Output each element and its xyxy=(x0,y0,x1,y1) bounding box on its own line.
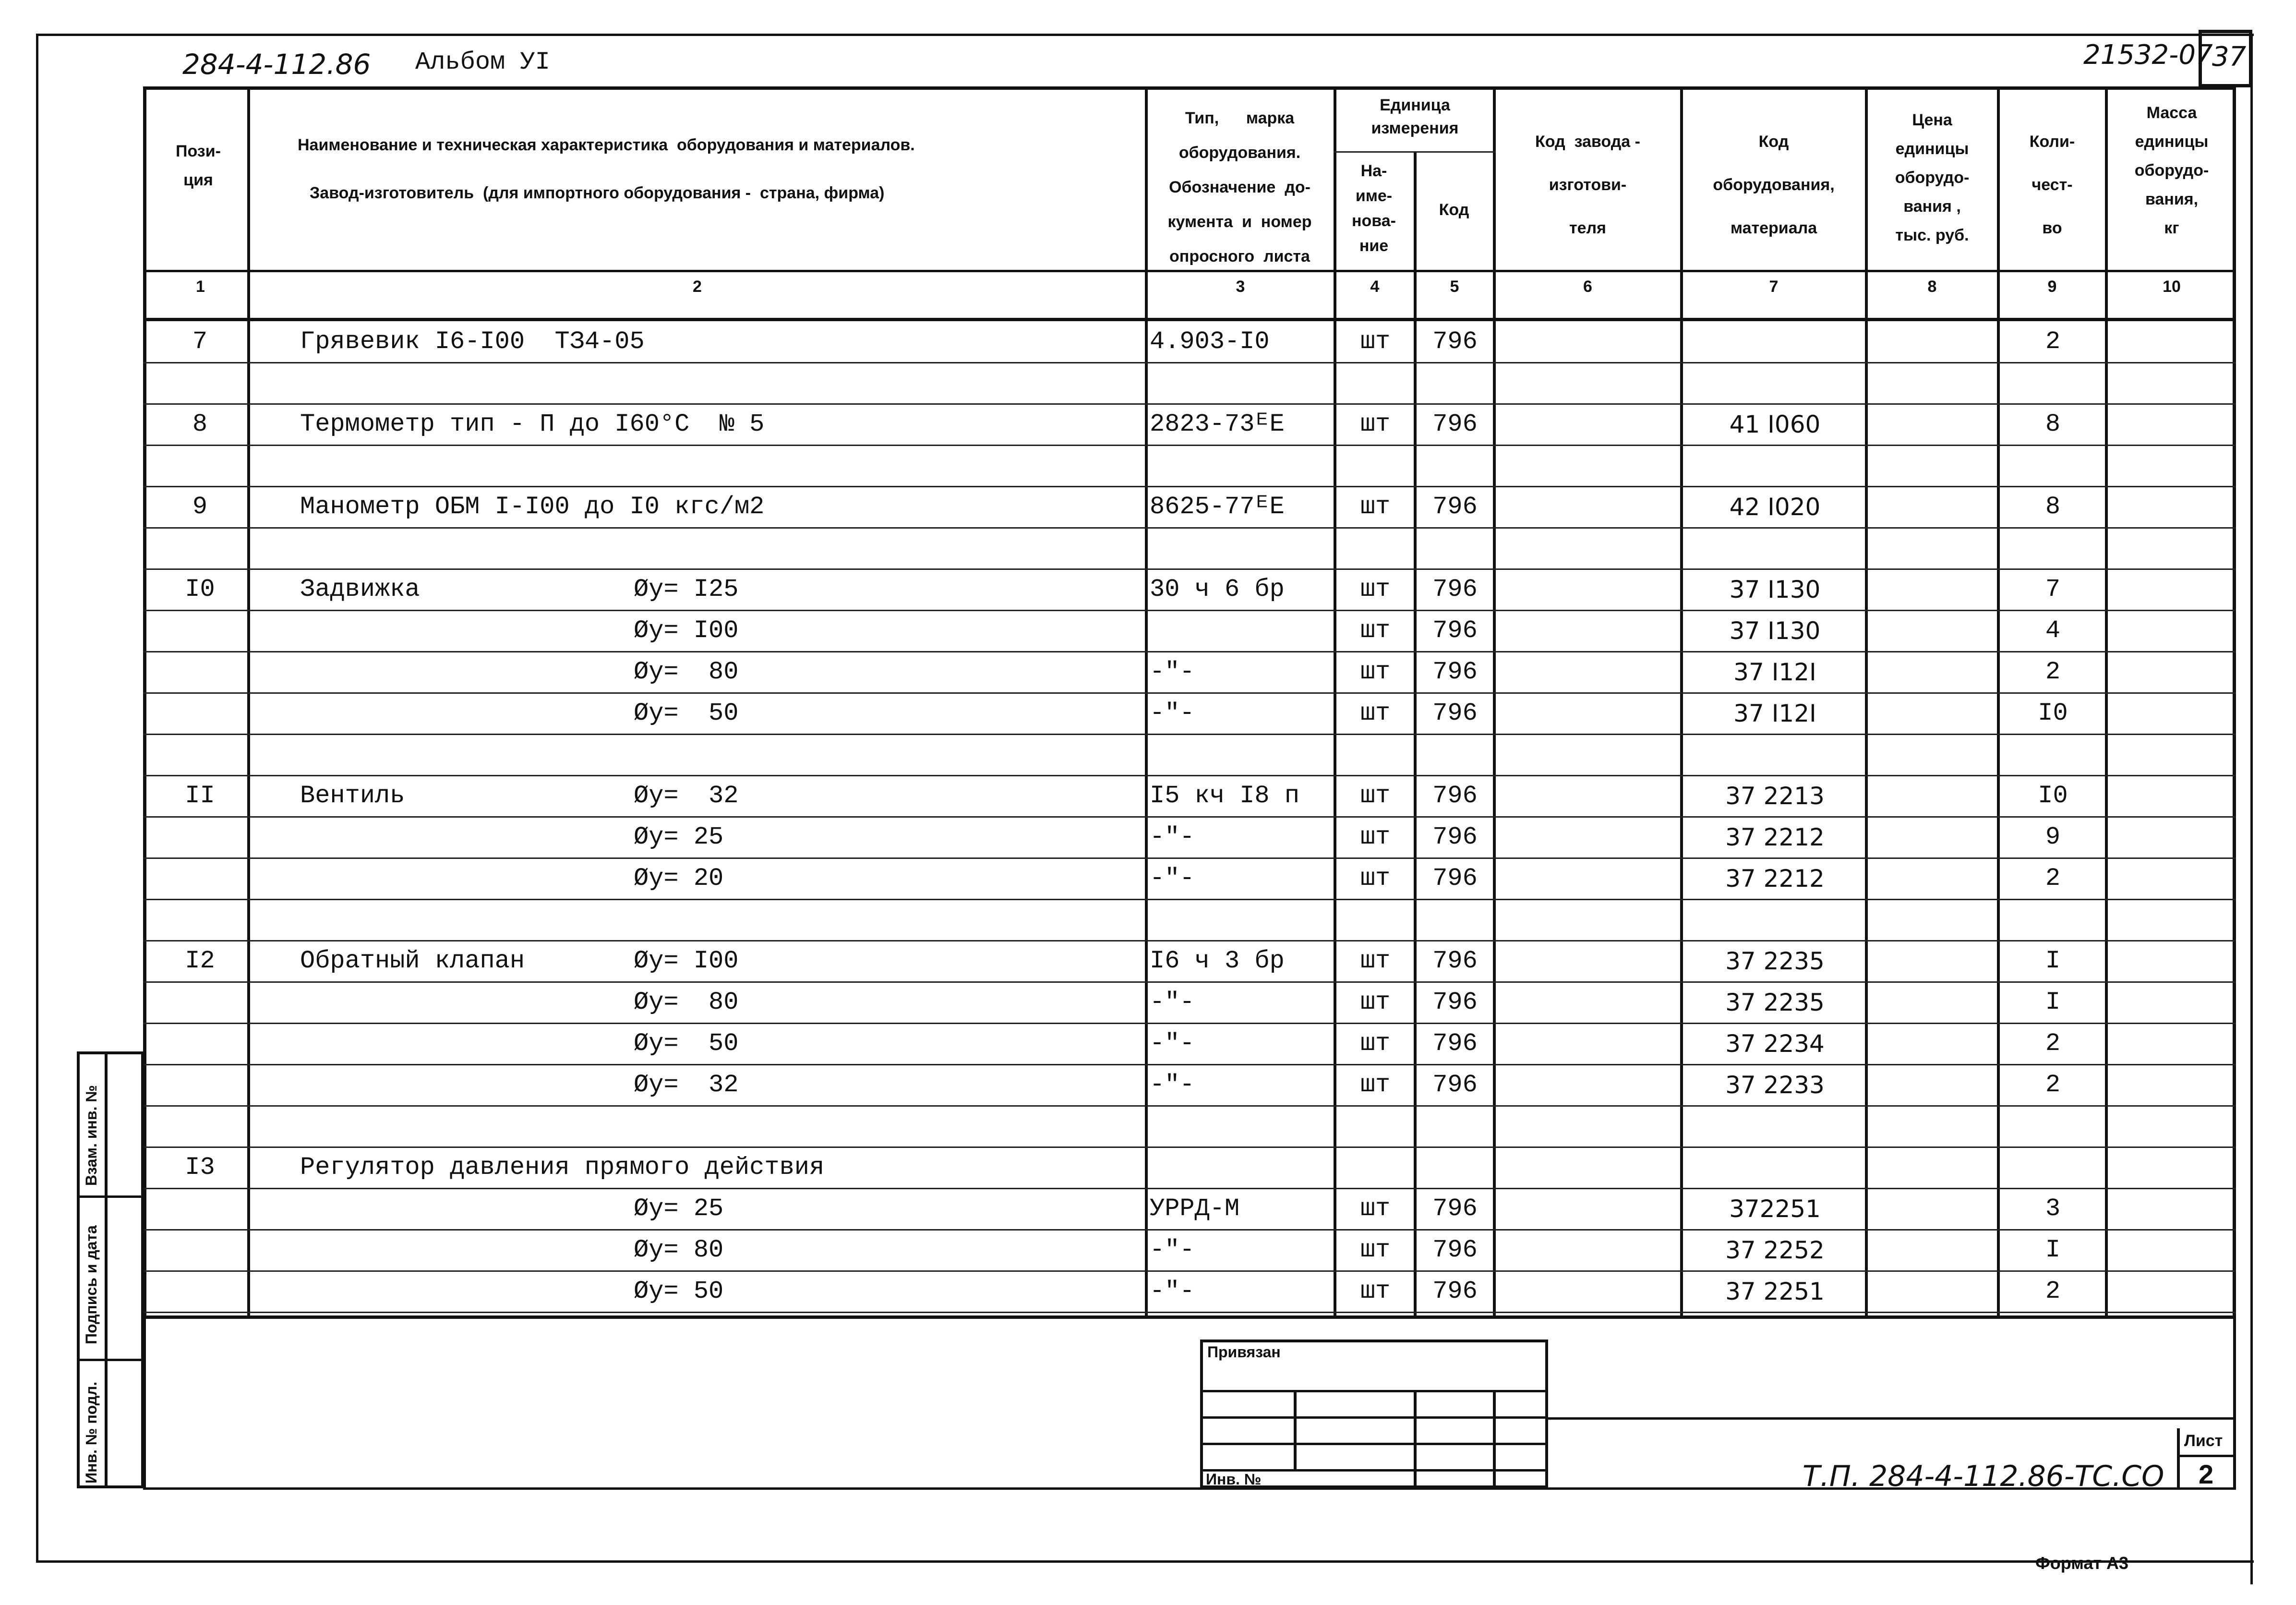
row-line xyxy=(143,692,2236,694)
row-quantity: 8 xyxy=(2045,493,2061,521)
binding-col xyxy=(1493,1390,1496,1488)
row-unit-code: 796 xyxy=(1432,864,1478,893)
row-quantity: 8 xyxy=(2045,410,2061,438)
header-type: Тип, марка оборудования. Обозначение до- кумента и номер опросного листа xyxy=(1167,109,1312,265)
row-line xyxy=(143,1105,2236,1107)
binding-label: Привязан xyxy=(1207,1343,1281,1361)
row-name: Задвижка xyxy=(300,575,420,603)
row-material-code: 37 I130 xyxy=(1729,576,1821,603)
row-material-code: 37 2212 xyxy=(1725,823,1825,851)
row-line xyxy=(143,362,2236,363)
row-quantity: I xyxy=(2045,947,2061,975)
row-quantity: I xyxy=(2045,988,2061,1016)
header-factory-code: Код завода - изготови- теля xyxy=(1535,133,1640,237)
row-nominal-diameter: Øy= 80 xyxy=(634,1236,724,1264)
row-unit-code: 796 xyxy=(1432,575,1478,603)
column-number: 6 xyxy=(1583,278,1592,296)
header-name-line2: Завод-изготовитель (для импортного оборудования - страна, фирма) xyxy=(310,184,885,202)
row-type: УРРД-М xyxy=(1150,1195,1240,1223)
row-nominal-diameter: Øy= 50 xyxy=(634,699,739,727)
row-unit: шт xyxy=(1360,782,1391,810)
row-line xyxy=(143,1312,2236,1313)
row-material-code: 37 2233 xyxy=(1725,1071,1825,1099)
row-material-code: 37 2212 xyxy=(1725,865,1825,893)
row-unit-code: 796 xyxy=(1432,658,1478,686)
row-unit: шт xyxy=(1360,575,1391,603)
row-unit-code: 796 xyxy=(1432,1195,1478,1223)
row-unit: шт xyxy=(1360,410,1391,438)
title-block-top xyxy=(1548,1417,2235,1420)
row-unit: шт xyxy=(1360,1277,1391,1305)
row-unit: шт xyxy=(1360,1029,1391,1058)
sheet-label: Лист xyxy=(2184,1432,2223,1450)
row-quantity: 2 xyxy=(2045,1277,2061,1305)
row-unit-code: 796 xyxy=(1432,947,1478,975)
row-unit-code: 796 xyxy=(1432,1236,1478,1264)
sheet-left-line xyxy=(143,1315,146,1488)
row-unit: шт xyxy=(1360,1236,1391,1264)
row-line xyxy=(143,981,2236,983)
row-line xyxy=(143,403,2236,405)
row-name: Регулятор давления прямого действия xyxy=(300,1153,825,1182)
header-mass: Масса единицы оборудо- вания, кг xyxy=(2134,104,2209,237)
header-quantity: Коли- чест- во xyxy=(2029,133,2075,237)
row-nominal-diameter: Øy= 25 xyxy=(634,1195,724,1223)
row-name: Манометр ОБМ I-I00 до I0 кгс/м2 xyxy=(300,493,765,521)
row-position: 8 xyxy=(192,410,208,438)
row-type: -"- xyxy=(1150,658,1195,686)
page-number: 37 xyxy=(2212,41,2247,72)
column-number: 3 xyxy=(1236,278,1245,296)
row-type: -"- xyxy=(1150,988,1195,1016)
side-vzam-label: Взам. инв. № xyxy=(83,1085,100,1186)
row-type: -"- xyxy=(1150,699,1195,727)
row-line xyxy=(143,816,2236,818)
archive-number: 21532-07 xyxy=(2083,39,2213,71)
row-quantity: 2 xyxy=(2045,658,2061,686)
row-quantity: 7 xyxy=(2045,575,2061,603)
row-line xyxy=(143,568,2236,570)
inv-no-label: Инв. № xyxy=(1206,1471,1262,1488)
side-inv-podl-label: Инв. № подл. xyxy=(83,1381,100,1484)
row-unit: шт xyxy=(1360,616,1391,645)
header-unit-name: На- име- нова- ние xyxy=(1352,162,1396,255)
row-type: I6 ч 3 бр xyxy=(1150,947,1285,975)
row-line xyxy=(143,1229,2236,1231)
row-quantity: 2 xyxy=(2045,864,2061,893)
row-line xyxy=(143,1023,2236,1024)
row-unit: шт xyxy=(1360,947,1391,975)
row-type: 2823-73ᴱЕ xyxy=(1150,410,1285,438)
unit-group-line xyxy=(1334,151,1496,153)
column-number: 5 xyxy=(1450,278,1459,296)
binding-col xyxy=(1414,1390,1417,1488)
row-type: -"- xyxy=(1150,1071,1195,1099)
header-price: Цена единицы оборудо- вания , тыс. руб. xyxy=(1895,111,1970,244)
row-nominal-diameter: Øy= I00 xyxy=(634,947,739,975)
row-nominal-diameter: Øy= 80 xyxy=(634,988,739,1016)
side-stamp-sep xyxy=(77,1195,144,1198)
row-material-code: 41 I060 xyxy=(1729,410,1821,438)
doc-code: 284-4-112.86 xyxy=(182,48,371,81)
row-position: I0 xyxy=(185,575,215,603)
binding-col xyxy=(1294,1390,1297,1469)
row-unit-code: 796 xyxy=(1432,1277,1478,1305)
row-unit: шт xyxy=(1360,699,1391,727)
row-material-code: 37 2234 xyxy=(1725,1030,1825,1058)
row-unit-code: 796 xyxy=(1432,782,1478,810)
row-name: Обратный клапан xyxy=(300,947,525,975)
column-number: 7 xyxy=(1769,278,1779,296)
column-number: 8 xyxy=(1927,278,1937,296)
header-unit-code: Код xyxy=(1439,201,1469,219)
row-nominal-diameter: Øy= 32 xyxy=(634,1071,739,1099)
row-line xyxy=(143,857,2236,859)
header-material-code: Код оборудования, материала xyxy=(1713,133,1835,237)
format-label: Формат А3 xyxy=(2035,1553,2129,1573)
row-unit: шт xyxy=(1360,327,1391,356)
row-material-code: 37 I12I xyxy=(1733,658,1816,686)
frame-right-edge xyxy=(2250,34,2253,1584)
row-position: 7 xyxy=(192,327,208,356)
row-quantity: I0 xyxy=(2038,782,2068,810)
header-name-line1: Наименование и техническая характеристика оборудования и материалов. xyxy=(298,136,915,154)
row-nominal-diameter: Øy= 50 xyxy=(634,1029,739,1058)
table-bottom-line xyxy=(143,1315,2236,1319)
row-material-code: 37 I12I xyxy=(1733,700,1816,727)
row-unit: шт xyxy=(1360,864,1391,893)
row-nominal-diameter: Øy= I25 xyxy=(634,575,739,603)
row-material-code: 37 2235 xyxy=(1725,947,1825,975)
row-quantity: 3 xyxy=(2045,1195,2061,1223)
row-quantity: I0 xyxy=(2038,699,2068,727)
row-unit-code: 796 xyxy=(1432,1029,1478,1058)
row-position: 9 xyxy=(192,493,208,521)
row-line xyxy=(143,651,2236,652)
side-stamp-divider xyxy=(105,1051,108,1488)
row-name: Вентиль xyxy=(300,782,405,810)
header-position: Пози- ция xyxy=(176,142,221,189)
row-type: -"- xyxy=(1150,1236,1195,1264)
row-unit: шт xyxy=(1360,1071,1391,1099)
binding-row xyxy=(1200,1443,1548,1445)
row-line xyxy=(143,610,2236,611)
column-number: 10 xyxy=(2163,278,2181,296)
row-type: -"- xyxy=(1150,1029,1195,1058)
row-line xyxy=(143,1270,2236,1272)
row-material-code: 37 2235 xyxy=(1725,989,1825,1016)
row-type: -"- xyxy=(1150,823,1195,851)
row-nominal-diameter: Øy= 20 xyxy=(634,864,724,893)
document-designation: Т.П. 284-4-112.86-ТС.СО xyxy=(1803,1460,2164,1493)
column-number: 4 xyxy=(1370,278,1380,296)
sheet-number: 2 xyxy=(2199,1459,2214,1489)
row-line xyxy=(143,1064,2236,1065)
sheet-box-sep xyxy=(2177,1455,2235,1457)
row-line xyxy=(143,486,2236,487)
row-line xyxy=(143,527,2236,529)
row-material-code: 37 2251 xyxy=(1725,1278,1825,1305)
row-line xyxy=(143,940,2236,941)
row-position: II xyxy=(185,782,215,810)
row-name: Грявевик I6-I00 ТЗ4-05 xyxy=(300,327,645,356)
row-unit: шт xyxy=(1360,658,1391,686)
row-quantity: 2 xyxy=(2045,1029,2061,1058)
row-quantity: I xyxy=(2045,1236,2061,1264)
side-podpis-label: Подпись и дата xyxy=(83,1225,100,1344)
row-unit-code: 796 xyxy=(1432,988,1478,1016)
row-type: I5 кч I8 п xyxy=(1150,782,1300,810)
row-unit: шт xyxy=(1360,1195,1391,1223)
row-unit-code: 796 xyxy=(1432,493,1478,521)
row-unit-code: 796 xyxy=(1432,823,1478,851)
row-nominal-diameter: Øy= I00 xyxy=(634,616,739,645)
row-material-code: 37 I130 xyxy=(1729,617,1821,645)
row-unit-code: 796 xyxy=(1432,410,1478,438)
row-material-code: 37 2213 xyxy=(1725,782,1825,810)
row-line xyxy=(143,1146,2236,1148)
row-quantity: 9 xyxy=(2045,823,2061,851)
row-nominal-diameter: Øy= 80 xyxy=(634,658,739,686)
row-type: -"- xyxy=(1150,1277,1195,1305)
binding-row xyxy=(1200,1416,1548,1419)
row-nominal-diameter: Øy= 50 xyxy=(634,1277,724,1305)
row-name: Термометр тип - П до I60°С № 5 xyxy=(300,410,765,438)
row-unit-code: 796 xyxy=(1432,699,1478,727)
row-line xyxy=(143,775,2236,776)
row-line xyxy=(143,734,2236,735)
row-nominal-diameter: Øy= 25 xyxy=(634,823,724,851)
row-line xyxy=(143,445,2236,446)
row-type: -"- xyxy=(1150,864,1195,893)
row-type: 4.903-I0 xyxy=(1150,327,1270,356)
row-unit-code: 796 xyxy=(1432,1071,1478,1099)
binding-stamp xyxy=(1200,1340,1548,1488)
row-unit: шт xyxy=(1360,493,1391,521)
column-number: 9 xyxy=(2047,278,2057,296)
row-material-code: 372251 xyxy=(1729,1195,1821,1223)
row-unit-code: 796 xyxy=(1432,616,1478,645)
binding-row xyxy=(1200,1390,1548,1392)
row-unit: шт xyxy=(1360,988,1391,1016)
row-position: I2 xyxy=(185,947,215,975)
row-material-code: 37 2252 xyxy=(1725,1236,1825,1264)
row-type: 8625-77ᴱЕ xyxy=(1150,493,1285,521)
row-type: 30 ч 6 бр xyxy=(1150,575,1285,603)
row-nominal-diameter: Øy= 32 xyxy=(634,782,739,810)
side-stamp-sep xyxy=(77,1359,144,1361)
column-number: 2 xyxy=(693,278,702,296)
row-quantity: 2 xyxy=(2045,327,2061,356)
colnum-bottom-line xyxy=(143,318,2236,321)
row-material-code: 42 I020 xyxy=(1729,493,1821,521)
album-label: Альбом УI xyxy=(415,48,550,76)
row-position: I3 xyxy=(185,1153,215,1182)
row-unit: шт xyxy=(1360,823,1391,851)
header-unit-group: Единица измерения xyxy=(1371,96,1459,137)
row-quantity: 4 xyxy=(2045,616,2061,645)
row-unit-code: 796 xyxy=(1432,327,1478,356)
row-line xyxy=(143,899,2236,900)
column-number: 1 xyxy=(196,278,205,296)
row-quantity: 2 xyxy=(2045,1071,2061,1099)
row-line xyxy=(143,1188,2236,1189)
